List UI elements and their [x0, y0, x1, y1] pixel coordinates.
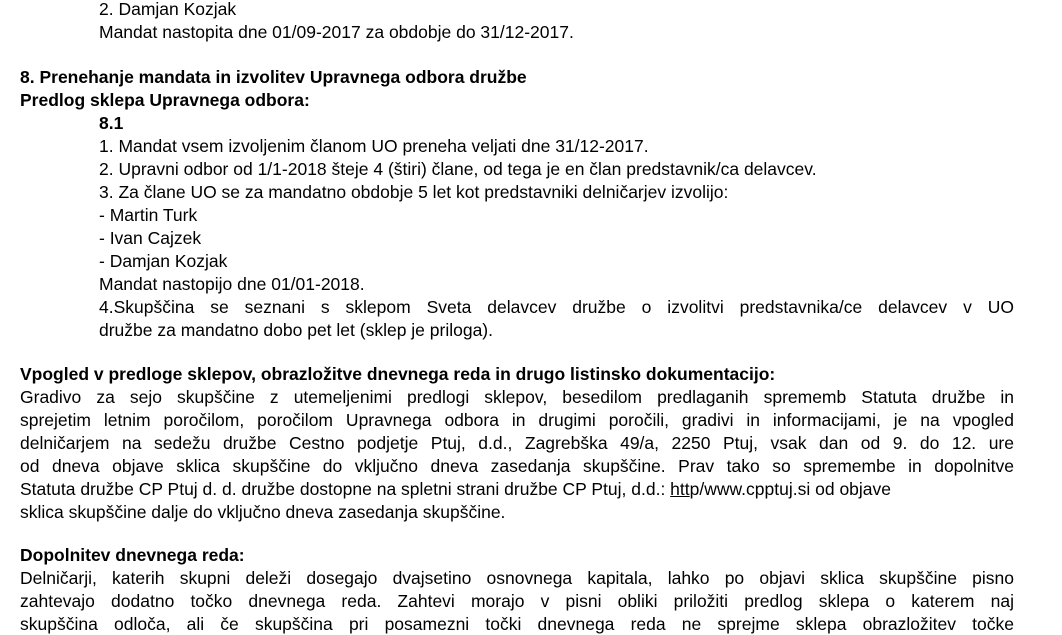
resolution-number: 8.1: [99, 113, 124, 133]
candidate-item: - Martin Turk: [99, 205, 198, 225]
paragraph-line: skupščina odloča, ali če skupščina pri posamezni točki dnevnega reda ne sprejme sklepa obrazložitev točke: [20, 614, 1014, 634]
paragraph-line: Delničarji, katerih skupni deleži dosegajo dvajsetino osnovnega kapitala, lahko po objavi sklica skupščine pisno: [20, 568, 1014, 588]
mandate-start-text: Mandat nastopijo dne 01/01-2018.: [99, 274, 365, 294]
website-link[interactable]: p/www.cpptuj.si: [689, 479, 811, 499]
paragraph-line: zahtevajo dodatno točko dnevnega reda. Zahtevi morajo v pisni obliki priložiti predlog sklepa o katerem naj: [20, 591, 1014, 611]
resolution-item-4-continued: družbe za mandatno dobo pet let (sklep je priloga).: [99, 320, 493, 340]
agenda-addition-heading: Dopolnitev dnevnega reda:: [20, 545, 245, 565]
candidate-item: - Damjan Kozjak: [99, 251, 228, 271]
section-8-heading: 8. Prenehanje mandata in izvolitev Upravnega odbora družbe: [20, 67, 527, 87]
candidate-item: - Ivan Cajzek: [99, 228, 202, 248]
paragraph-line: Gradivo za sejo skupščine z utemeljenimi predlogi sklepov, besedilom predlaganih sprememb Statuta družbe in: [20, 387, 1014, 407]
paragraph-text: od objave: [810, 479, 892, 499]
paragraph-line: sprejetim letnim poročilom, poročilom Upravnega odbora in drugimi poročili, gradivi in informacijami, je na vpogled: [20, 410, 1014, 430]
paragraph-line: sklica skupščine dalje do vključno dneva zasedanja skupščine.: [20, 502, 506, 522]
resolution-item: 1. Mandat vsem izvoljenim članom UO preneha veljati dne 31/12-2017.: [99, 136, 649, 156]
elected-member-item: 2. Damjan Kozjak: [99, 0, 237, 19]
paragraph-line: od dneva objave sklica skupščine do vključno dneva zasedanja skupščine. Prav tako so spremembe in dopolnitve: [20, 456, 1014, 476]
mandate-term-text: Mandat nastopita dne 01/09-2017 za obdobje do 31/12-2017.: [99, 22, 574, 42]
proposal-heading: Predlog sklepa Upravnega odbora:: [20, 90, 310, 110]
paragraph-line: delničarjem na sedežu družbe Cestno podjetje Ptuj, d.d., Zagrebška 49/a, 2250 Ptuj, vsak dan od 9. do 12. ure: [20, 433, 1014, 453]
resolution-item: 3. Za člane UO se za mandatno obdobje 5 let kot predstavniki delničarjev izvolijo:: [99, 182, 729, 202]
resolution-item-4: 4.Skupščina se seznani s sklepom Sveta delavcev družbe o izvolitvi predstavnika/ce delavcev v UO: [99, 297, 1014, 317]
resolution-item: 2. Upravni odbor od 1/1-2018 šteje 4 (štiri) člane, od tega je en član predstavnik/ca delavcev.: [99, 159, 817, 179]
website-link-underlined[interactable]: htt: [670, 479, 690, 499]
paragraph-text: Statuta družbe CP Ptuj d. d. družbe dostopne na spletni strani družbe CP Ptuj, d.d.:: [20, 479, 671, 499]
paragraph-line-with-link: [20, 478, 891, 500]
inspection-heading: Vpogled v predloge sklepov, obrazložitve dnevnega reda in drugo listinsko dokumentacijo:: [20, 364, 776, 384]
